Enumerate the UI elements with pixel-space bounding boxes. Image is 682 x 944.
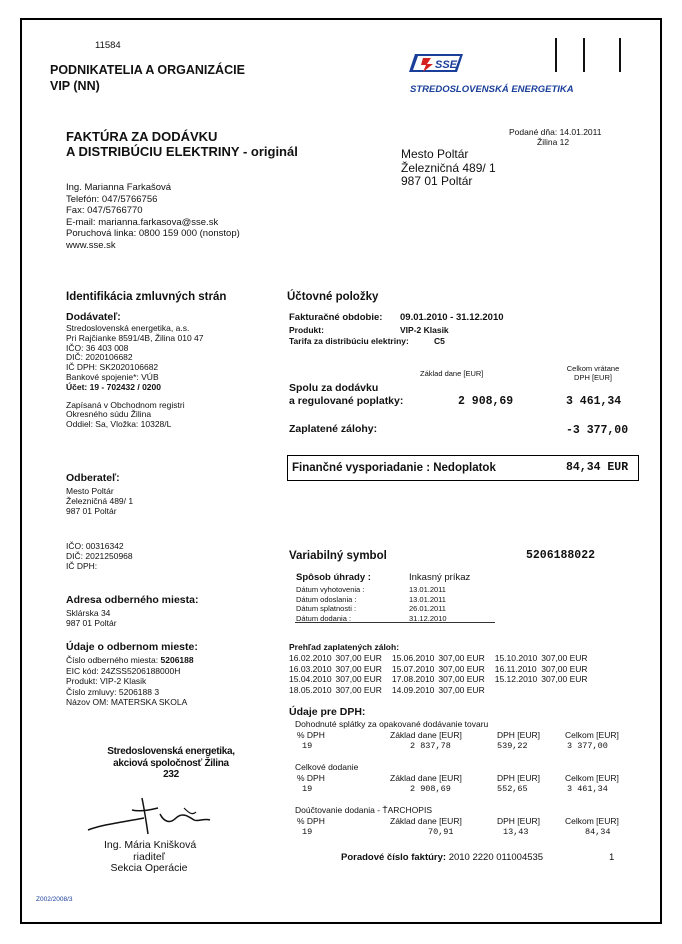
deposit-date: [495, 685, 542, 696]
paid-value: -3 377,00: [566, 424, 629, 437]
segment-line-2: VIP (NN): [50, 79, 100, 93]
invoice-number-label: Poradové číslo faktúry:: [341, 852, 447, 863]
signatory-block: [104, 839, 197, 875]
customer-id-line: IČO: 00316342: [66, 541, 124, 551]
deposit-date: 14.09.2010: [391, 684, 435, 695]
page-number: 1: [609, 852, 615, 863]
signatory-dept: Sekcia Operácie: [110, 862, 188, 874]
recipient-line: 987 01 Poltár: [401, 174, 473, 188]
logo-text: SSE: [435, 59, 458, 71]
site-detail-line: Produkt: VIP-2 Klasik: [66, 676, 147, 686]
invoice-number: [341, 852, 543, 864]
deposit-date: 18.05.2010: [289, 684, 332, 695]
supplier-account: Účet: 19 - 702432 / 0200: [66, 381, 161, 392]
variable-symbol-label: Variabilný symbol: [289, 550, 387, 562]
deposits-table: [289, 653, 592, 695]
site-line: 987 01 Poltár: [66, 618, 117, 628]
vat-base: 2 837,78: [410, 741, 451, 751]
deposit-amount: 307,00 EUR: [335, 684, 382, 695]
customer-id-line: DIČ: 2021250968: [66, 551, 133, 561]
col-total-line: Celkom vrátane: [566, 364, 620, 373]
col-base-header: Základ dane [EUR]: [420, 369, 484, 378]
customer-id-line: IČ DPH:: [66, 561, 98, 571]
payment-dates-labels: [296, 585, 364, 623]
ident-heading: Identifikácia zmluvných strán: [66, 291, 227, 303]
period-label: Fakturačné obdobie:: [289, 312, 383, 323]
deposit-date: 15.04.2010: [289, 674, 332, 684]
supplier-block: [66, 324, 204, 430]
vat-col-base: Základ dane [EUR]: [390, 730, 462, 740]
vat-col-total: Celkom [EUR]: [565, 773, 619, 783]
vat-rate: 19: [302, 741, 313, 751]
supplier-line: DIČ: 2020106682: [66, 352, 133, 363]
contact-line: Fax: 047/5766770: [66, 205, 143, 216]
date-label: Dátum dodania :: [296, 613, 352, 623]
site-detail-line: Názov OM: MATERSKA SKOLA: [66, 697, 188, 707]
form-code: Z002/2008/3: [36, 896, 73, 903]
deposit-amount: 307,00 EUR: [438, 653, 485, 663]
supplier-line: IČ DPH: SK2020106682: [66, 362, 159, 373]
vat-section-title: Doúčtovanie dodania - ŤARCHOPIS: [295, 805, 433, 815]
deposit-date: 15.10.2010: [494, 653, 538, 663]
supplier-line: IČO: 36 403 008: [66, 342, 129, 353]
site-detail-line: EIC kód: 24ZSS5206188000H: [66, 665, 181, 676]
sse-logo: [409, 52, 465, 74]
filed-date: Podané dňa: 14.01.2011: [509, 127, 602, 137]
deposit-amount: 307,00 EUR: [335, 663, 382, 674]
divider: [295, 622, 495, 623]
site-heading: Adresa odberného miesta:: [66, 594, 199, 606]
vat-col-total: Celkom [EUR]: [565, 816, 619, 826]
deposit-amount: 307,00 EUR: [335, 653, 382, 663]
site-detail-line: Číslo zmluvy: 5206188 3: [66, 686, 160, 697]
site-number-label: Číslo odberného miesta:: [66, 655, 159, 665]
vat-total: 84,34: [585, 827, 611, 837]
sum-label-2: a regulované poplatky:: [289, 395, 404, 407]
site-block: [66, 608, 117, 628]
stamp-line: 232: [163, 769, 179, 780]
contact-line: www.sse.sk: [66, 239, 116, 251]
recipient-line: Mesto Poltár: [401, 147, 469, 161]
payment-method-label: Spôsob úhrady :: [296, 572, 371, 583]
deposit-date: 16.02.2010: [289, 653, 332, 663]
variable-symbol-value: 5206188022: [526, 549, 596, 562]
customer-block: [66, 486, 133, 516]
stamp-line: Stredoslovenská energetika,: [107, 746, 235, 757]
tariff-value: C5: [434, 336, 445, 346]
payment-dates-values: [409, 585, 447, 623]
vat-col-vat: DPH [EUR]: [497, 730, 540, 740]
sum-base-value: 2 908,69: [458, 395, 514, 408]
invoice-title-1: FAKTÚRA ZA DODÁVKU: [66, 129, 218, 144]
table-row: [289, 674, 592, 685]
company-stamp: [96, 746, 246, 781]
vat-col-rate: % DPH: [297, 730, 325, 740]
vat-col-rate: % DPH: [297, 816, 325, 826]
product-label: Produkt:: [289, 325, 324, 335]
deposit-amount: [541, 685, 591, 696]
vat-section-title: Dohodnuté splátky za opakované dodávanie tovaru: [295, 719, 489, 729]
document-number: 11584: [95, 40, 121, 51]
signatory-role: riaditeľ: [133, 850, 165, 863]
vat-col-vat: DPH [EUR]: [497, 816, 540, 826]
contact-line: E-mail: marianna.farkasova@sse.sk: [66, 216, 219, 228]
vat-amount: 539,22: [497, 741, 528, 751]
deposit-date: 15.06.2010: [391, 653, 435, 663]
sum-total-value: 3 461,34: [566, 395, 622, 408]
deposit-amount: 307,00 EUR: [438, 663, 485, 674]
recipient-address: [401, 148, 496, 189]
vat-total: 3 461,34: [567, 784, 608, 794]
supplier-heading: Dodávateľ:: [66, 311, 121, 323]
vat-col-base: Základ dane [EUR]: [390, 773, 462, 783]
vat-heading: Údaje pre DPH:: [289, 706, 366, 718]
sum-label-1: Spolu za dodávku: [289, 382, 379, 394]
recipient-line: Železničná 489/ 1: [401, 160, 496, 175]
deposit-date: 15.12.2010: [494, 674, 538, 684]
deposit-date: 17.08.2010: [391, 674, 435, 684]
deposit-date: 16.11.2010: [494, 663, 537, 674]
date-value: 26.01.2011: [409, 604, 446, 613]
site-number-value: 5206188: [160, 655, 194, 665]
customer-ids: [66, 541, 133, 571]
deposit-amount: 307,00 EUR: [438, 684, 485, 695]
deposit-amount: 307,00 EUR: [541, 663, 588, 674]
vat-rate: 19: [302, 827, 313, 837]
signatory-name: Ing. Mária Knišková: [104, 839, 197, 851]
customer-line: Železničná 489/ 1: [66, 496, 134, 506]
invoice-number-value: 2010 2220 011004535: [448, 852, 544, 863]
site-line: Sklárska 34: [66, 608, 111, 618]
table-row: [289, 664, 592, 675]
deposit-amount: 307,00 EUR: [438, 674, 485, 684]
vat-col-rate: % DPH: [297, 773, 325, 783]
payment-method-value: Inkasný príkaz: [409, 572, 471, 583]
company-name: STREDOSLOVENSKÁ ENERGETIKA: [410, 84, 574, 95]
site-details-heading: Údaje o odbernom mieste:: [66, 641, 198, 653]
tariff-label: Tarifa za distribúciu elektriny:: [289, 336, 409, 346]
stamp-line: akciová spoločnosť Žilina: [113, 757, 229, 769]
col-total-header: [549, 364, 637, 382]
settlement-label: Finančné vysporiadanie : Nedoplatok: [292, 462, 496, 474]
site-details-block: [66, 655, 194, 708]
paid-label: Zaplatené zálohy:: [289, 423, 378, 435]
contact-line: Telefón: 047/5766756: [66, 193, 158, 205]
items-heading: Účtovné položky: [287, 291, 379, 303]
supplier-line: Bankové spojenie*: VÚB: [66, 371, 159, 382]
contact-line: Ing. Marianna Farkašová: [66, 182, 172, 193]
register-line: Zapísaná v Obchodnom registri: [66, 399, 185, 410]
date-value: 13.01.2011: [409, 585, 446, 594]
col-total-line: DPH [EUR]: [574, 373, 612, 382]
table-row: [289, 685, 592, 696]
register-line: Okresného súdu Žilina: [66, 409, 152, 420]
contact-line: Poruchová linka: 0800 159 000 (nonstop): [66, 228, 240, 239]
invoice-title-2: A DISTRIBÚCIU ELEKTRINY - originál: [66, 144, 298, 159]
date-value: 31.12.2010: [409, 613, 447, 623]
deposits-heading: Prehľad zaplatených záloh:: [289, 642, 400, 652]
deposit-date: 16.03.2010: [289, 663, 332, 674]
customer-heading: Odberateľ:: [66, 472, 120, 484]
vat-col-vat: DPH [EUR]: [497, 773, 540, 783]
deposit-amount: 307,00 EUR: [541, 674, 588, 684]
vat-section-title: Celkové dodanie: [295, 762, 359, 772]
vat-total: 3 377,00: [567, 741, 608, 751]
date-value: 13.01.2011: [409, 594, 446, 604]
register-line: Oddiel: Sa, Vložka: 10328/L: [66, 419, 172, 430]
customer-line: 987 01 Poltár: [66, 506, 117, 516]
product-value: VIP-2 Klasik: [400, 325, 449, 335]
filed-place: Žilina 12: [537, 137, 570, 147]
period-value: 09.01.2010 - 31.12.2010: [400, 312, 504, 323]
deposit-date: 15.07.2010: [391, 663, 435, 674]
customer-line: Mesto Poltár: [66, 486, 114, 496]
table-row: [289, 653, 592, 664]
supplier-line: Stredoslovenská energetika, a.s.: [66, 323, 190, 333]
date-label: Dátum vyhotovenia :: [296, 585, 365, 594]
settlement-value: 84,34 EUR: [566, 461, 629, 474]
vat-base: 2 908,69: [410, 784, 451, 794]
deposit-amount: 307,00 EUR: [335, 674, 382, 684]
date-label: Dátum odoslania :: [296, 594, 357, 604]
segment-line-1: PODNIKATELIA A ORGANIZÁCIE: [50, 63, 245, 77]
vat-rate: 19: [302, 784, 313, 794]
vat-col-total: Celkom [EUR]: [565, 730, 619, 740]
vat-amount: 13,43: [503, 827, 529, 837]
deposit-amount: 307,00 EUR: [541, 653, 588, 663]
supplier-line: Pri Rajčianke 8591/4B, Žilina 010 47: [66, 332, 204, 343]
contact-block: [66, 182, 240, 251]
vat-base: 70,91: [428, 827, 454, 837]
date-label: Dátum splatnosti :: [296, 604, 357, 613]
vat-amount: 552,65: [497, 784, 528, 794]
vat-col-base: Základ dane [EUR]: [390, 816, 462, 826]
